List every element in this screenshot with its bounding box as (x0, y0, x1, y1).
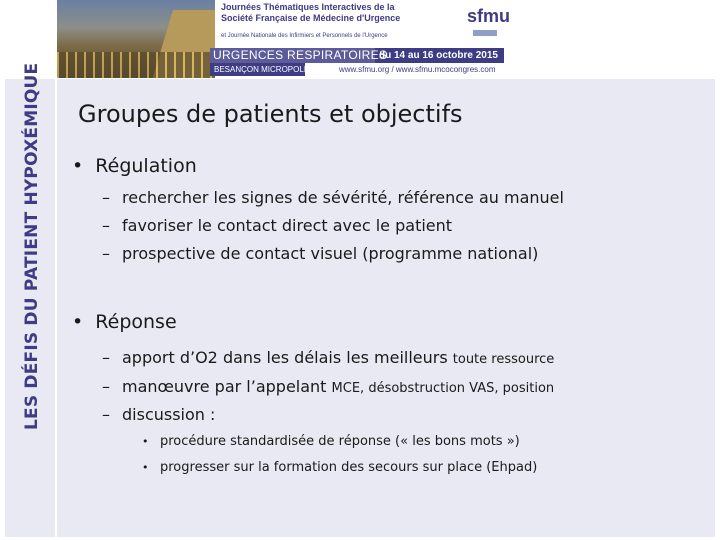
list-item: – discussion : (102, 405, 216, 424)
bullet-reponse: • Réponse (72, 311, 177, 333)
list-item-text: prospective de contact visuel (programme national) (122, 244, 539, 263)
slide-title: Groupes de patients et objectifs (78, 100, 463, 128)
list-item-note: toute ressource (452, 352, 555, 367)
list-item-text: favoriser le contact direct avec le patient (122, 216, 453, 235)
city-lights (57, 52, 215, 78)
list-item-note: MCE, désobstruction VAS, position (331, 381, 555, 396)
website-label: www.sfmu.org / www.sfmu.mcocongres.com (339, 65, 496, 74)
conference-banner (57, 0, 511, 78)
sub-list-item-text: procédure standardisée de réponse (« les bons mots ») (160, 434, 520, 449)
banner-photo (57, 0, 215, 78)
list-item: – rechercher les signes de sévérité, référence au manuel (102, 188, 564, 207)
sub-list-item: • procédure standardisée de réponse (« les bons mots ») (142, 434, 520, 449)
list-item-text: manœuvre par l’appelant (122, 377, 327, 396)
theme-label: URGENCES RESPIRATOIRES (213, 48, 388, 62)
section-label: Régulation (95, 155, 197, 177)
bullet-regulation: • Régulation (72, 155, 197, 177)
sfmu-logo: sfmu (467, 6, 511, 26)
banner-subtitle: et Journée Nationale des Infirmiers et Personnels de l'Urgence (221, 33, 388, 39)
list-item: – prospective de contact visuel (programme national) (102, 244, 539, 263)
list-item: – manœuvre par l’appelant MCE, désobstruction VAS, position (102, 377, 555, 396)
banner-title-line1: Journées Thématiques Interactives de la (221, 2, 395, 12)
logo-mark-icon (473, 30, 497, 36)
list-item-text: apport d’O2 dans les délais les meilleurs (122, 348, 448, 367)
date-label: du 14 au 16 octobre 2015 (379, 50, 498, 61)
banner-title-line2: Société Française de Médecine d'Urgence (221, 13, 401, 23)
sidebar-label: LES DÉFIS DU PATIENT HYPOXÉMIQUE (22, 62, 42, 430)
list-item-text: discussion : (122, 405, 216, 424)
sub-list-item-text: progresser sur la formation des secours sur place (Ehpad) (160, 460, 538, 475)
section-label: Réponse (95, 311, 177, 333)
list-item: – favoriser le contact direct avec le patient (102, 216, 453, 235)
city-label: BESANÇON MICROPOLIS (214, 65, 312, 74)
list-item-text: rechercher les signes de sévérité, référence au manuel (122, 188, 564, 207)
sub-list-item: • progresser sur la formation des secours sur place (Ehpad) (142, 460, 538, 475)
banner-title (221, 2, 400, 24)
list-item: – apport d’O2 dans les délais les meilleurs toute ressource (102, 348, 555, 367)
